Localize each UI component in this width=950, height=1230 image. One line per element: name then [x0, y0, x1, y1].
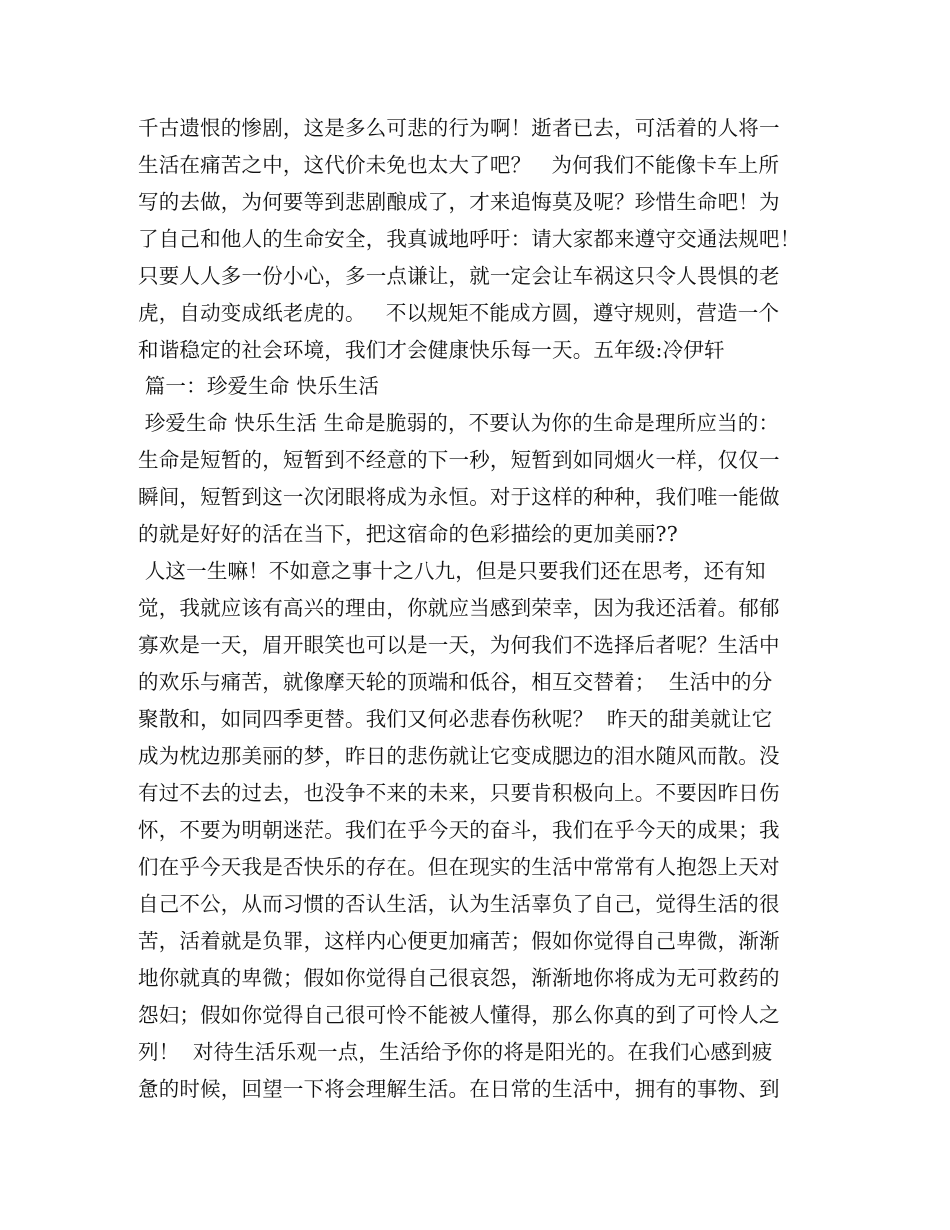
text-line: 自己不公，从而习惯的否认生活，认为生活辜负了自己，觉得生活的很 — [138, 892, 780, 916]
text-line: 们在乎今天我是否快乐的存在。但在现实的生活中常常有人抱怨上天对 — [138, 855, 780, 879]
text-line: 生命是短暂的，短暂到不经意的下一秒，短暂到如同烟火一样，仅仅一 — [138, 448, 780, 472]
text-line: 了自己和他人的生命安全，我真诚地呼吁：请大家都来遵守交通法规吧！ — [138, 227, 801, 251]
text-line: 的欢乐与痛苦，就像摩天轮的顶端和低谷，相互交替着； 生活中的分 — [138, 670, 773, 694]
text-line: 只要人人多一份小心，多一点谦让，就一定会让车祸这只令人畏惧的老 — [138, 264, 780, 288]
text-line: 怨妇；假如你觉得自己很可怜不能被人懂得，那么你真的到了可怜人之 — [138, 1003, 780, 1027]
text-line: 惫的时候，回望一下将会理解生活。在日常的生活中，拥有的事物、到 — [138, 1077, 780, 1101]
text-line: 珍爱生命 快乐生活 生命是脆弱的，不要认为你的生命是理所应当的： — [138, 411, 780, 435]
section-heading: 篇一：珍爱生命 快乐生活 — [138, 374, 380, 398]
text-line: 瞬间，短暂到这一次闭眼将成为永恒。对于这样的种种，我们唯一能做 — [138, 485, 780, 509]
text-line: 人这一生嘛！不如意之事十之八九，但是只要我们还在思考，还有知 — [138, 559, 766, 583]
text-line: 寡欢是一天，眉开眼笑也可以是一天，为何我们不选择后者呢？生活中 — [138, 633, 780, 657]
text-line: 虎，自动变成纸老虎的。 不以规矩不能成方圆，遵守规则，营造一个 — [138, 301, 780, 325]
text-line: 和谐稳定的社会环境，我们才会健康快乐每一天。五年级:冷伊轩 — [138, 338, 725, 362]
text-line: 千古遗恨的惨剧，这是多么可悲的行为啊！逝者已去，可活着的人将一 — [138, 116, 780, 140]
text-line: 怀，不要为明朝迷茫。我们在乎今天的奋斗，我们在乎今天的成果；我 — [138, 818, 780, 842]
text-line: 觉，我就应该有高兴的理由，你就应当感到荣幸，因为我还活着。郁郁 — [138, 596, 780, 620]
text-line: 聚散和，如同四季更替。我们又何必悲春伤秋呢？ 昨天的甜美就让它 — [138, 707, 773, 731]
text-line: 有过不去的过去，也没争不来的未来，只要肯积极向上。不要因昨日伤 — [138, 781, 780, 805]
text-line: 列！ 对待生活乐观一点，生活给予你的将是阳光的。在我们心感到疲 — [138, 1040, 773, 1064]
text-line: 的就是好好的活在当下，把这宿命的色彩描绘的更加美丽?? — [138, 522, 678, 546]
text-line: 地你就真的卑微；假如你觉得自己很哀怨，渐渐地你将成为无可救药的 — [138, 966, 780, 990]
text-line: 成为枕边那美丽的梦，昨日的悲伤就让它变成腮边的泪水随风而散。没 — [138, 744, 780, 768]
text-line: 写的去做，为何要等到悲剧酿成了，才来追悔莫及呢？珍惜生命吧！为 — [138, 190, 780, 214]
text-line: 苦，活着就是负罪，这样内心便更加痛苦；假如你觉得自己卑微，渐渐 — [138, 929, 780, 953]
text-line: 生活在痛苦之中，这代价未免也太大了吧？ 为何我们不能像卡车上所 — [138, 153, 780, 177]
